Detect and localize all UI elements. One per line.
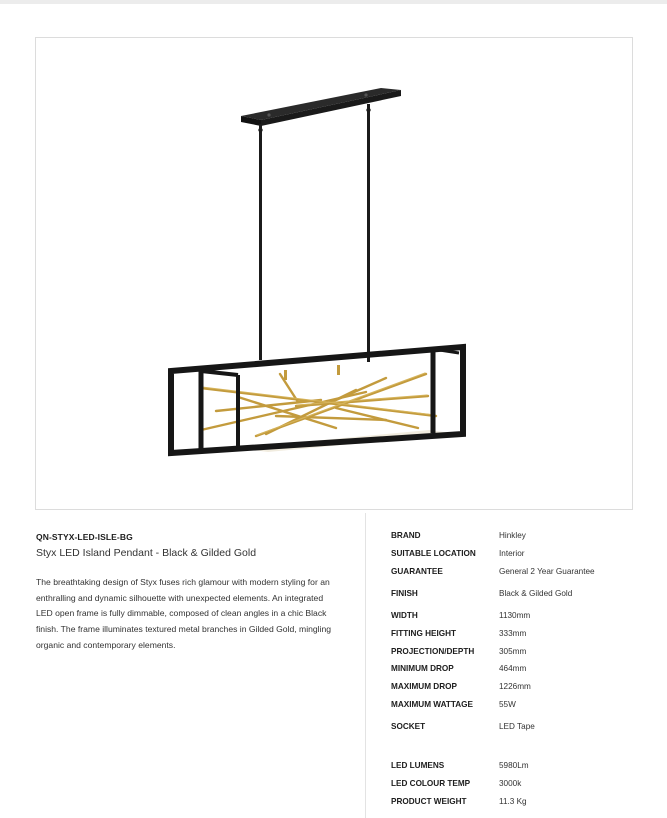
spec-label-suitable-location: SUITABLE LOCATION: [391, 549, 476, 558]
spec-value-brand: Hinkley: [499, 531, 526, 540]
product-sku: QN-STYX-LED-ISLE-BG: [36, 532, 133, 542]
spec-label-guarantee: GUARANTEE: [391, 567, 443, 576]
spec-value-suitable-location: Interior: [499, 549, 525, 558]
spec-label-finish: FINISH: [391, 589, 418, 598]
spec-value-finish: Black & Gilded Gold: [499, 589, 573, 598]
spec-label-led-lumens: LED LUMENS: [391, 761, 445, 770]
product-image: [35, 37, 633, 510]
column-divider: [365, 513, 366, 818]
spec-label-socket: SOCKET: [391, 722, 426, 731]
spec-value-led-colour-temp: 3000k: [499, 779, 522, 788]
spec-label-brand: BRAND: [391, 531, 421, 540]
spec-value-guarantee: General 2 Year Guarantee: [499, 567, 595, 576]
spec-label-projection-depth: PROJECTION/DEPTH: [391, 647, 475, 656]
spec-label-product-weight: PRODUCT WEIGHT: [391, 797, 467, 806]
spec-value-led-lumens: 5980Lm: [499, 761, 529, 770]
spec-label-maximum-drop: MAXIMUM DROP: [391, 682, 457, 691]
pendant-light-illustration: [36, 38, 634, 511]
spec-label-fitting-height: FITTING HEIGHT: [391, 629, 457, 638]
spec-value-fitting-height: 333mm: [499, 629, 527, 638]
spec-label-minimum-drop: MINIMUM DROP: [391, 664, 454, 673]
spec-label-led-colour-temp: LED COLOUR TEMP: [391, 779, 471, 788]
spec-value-socket: LED Tape: [499, 722, 535, 731]
spec-value-maximum-wattage: 55W: [499, 700, 516, 709]
spec-value-minimum-drop: 464mm: [499, 664, 527, 673]
spec-label-maximum-wattage: MAXIMUM WATTAGE: [391, 700, 474, 709]
spec-value-maximum-drop: 1226mm: [499, 682, 531, 691]
top-rule: [0, 0, 667, 4]
product-title: Styx LED Island Pendant - Black & Gilded Gold: [36, 547, 257, 559]
spec-value-product-weight: 11.3 Kg: [499, 797, 527, 806]
spec-value-width: 1130mm: [499, 611, 531, 620]
spec-value-projection-depth: 305mm: [499, 647, 527, 656]
product-description: The breathtaking design of Styx fuses rich glamour with modern styling for an enthralling and dynamic silhouette with unexpected elements. An integrated LED open frame is fully dimmable, composed of clean angles in a chic Black finish. The frame illuminates textured metal branches in Gilded Gold, mingling organic and contemporary elements.: [36, 577, 332, 650]
spec-label-width: WIDTH: [391, 611, 418, 620]
